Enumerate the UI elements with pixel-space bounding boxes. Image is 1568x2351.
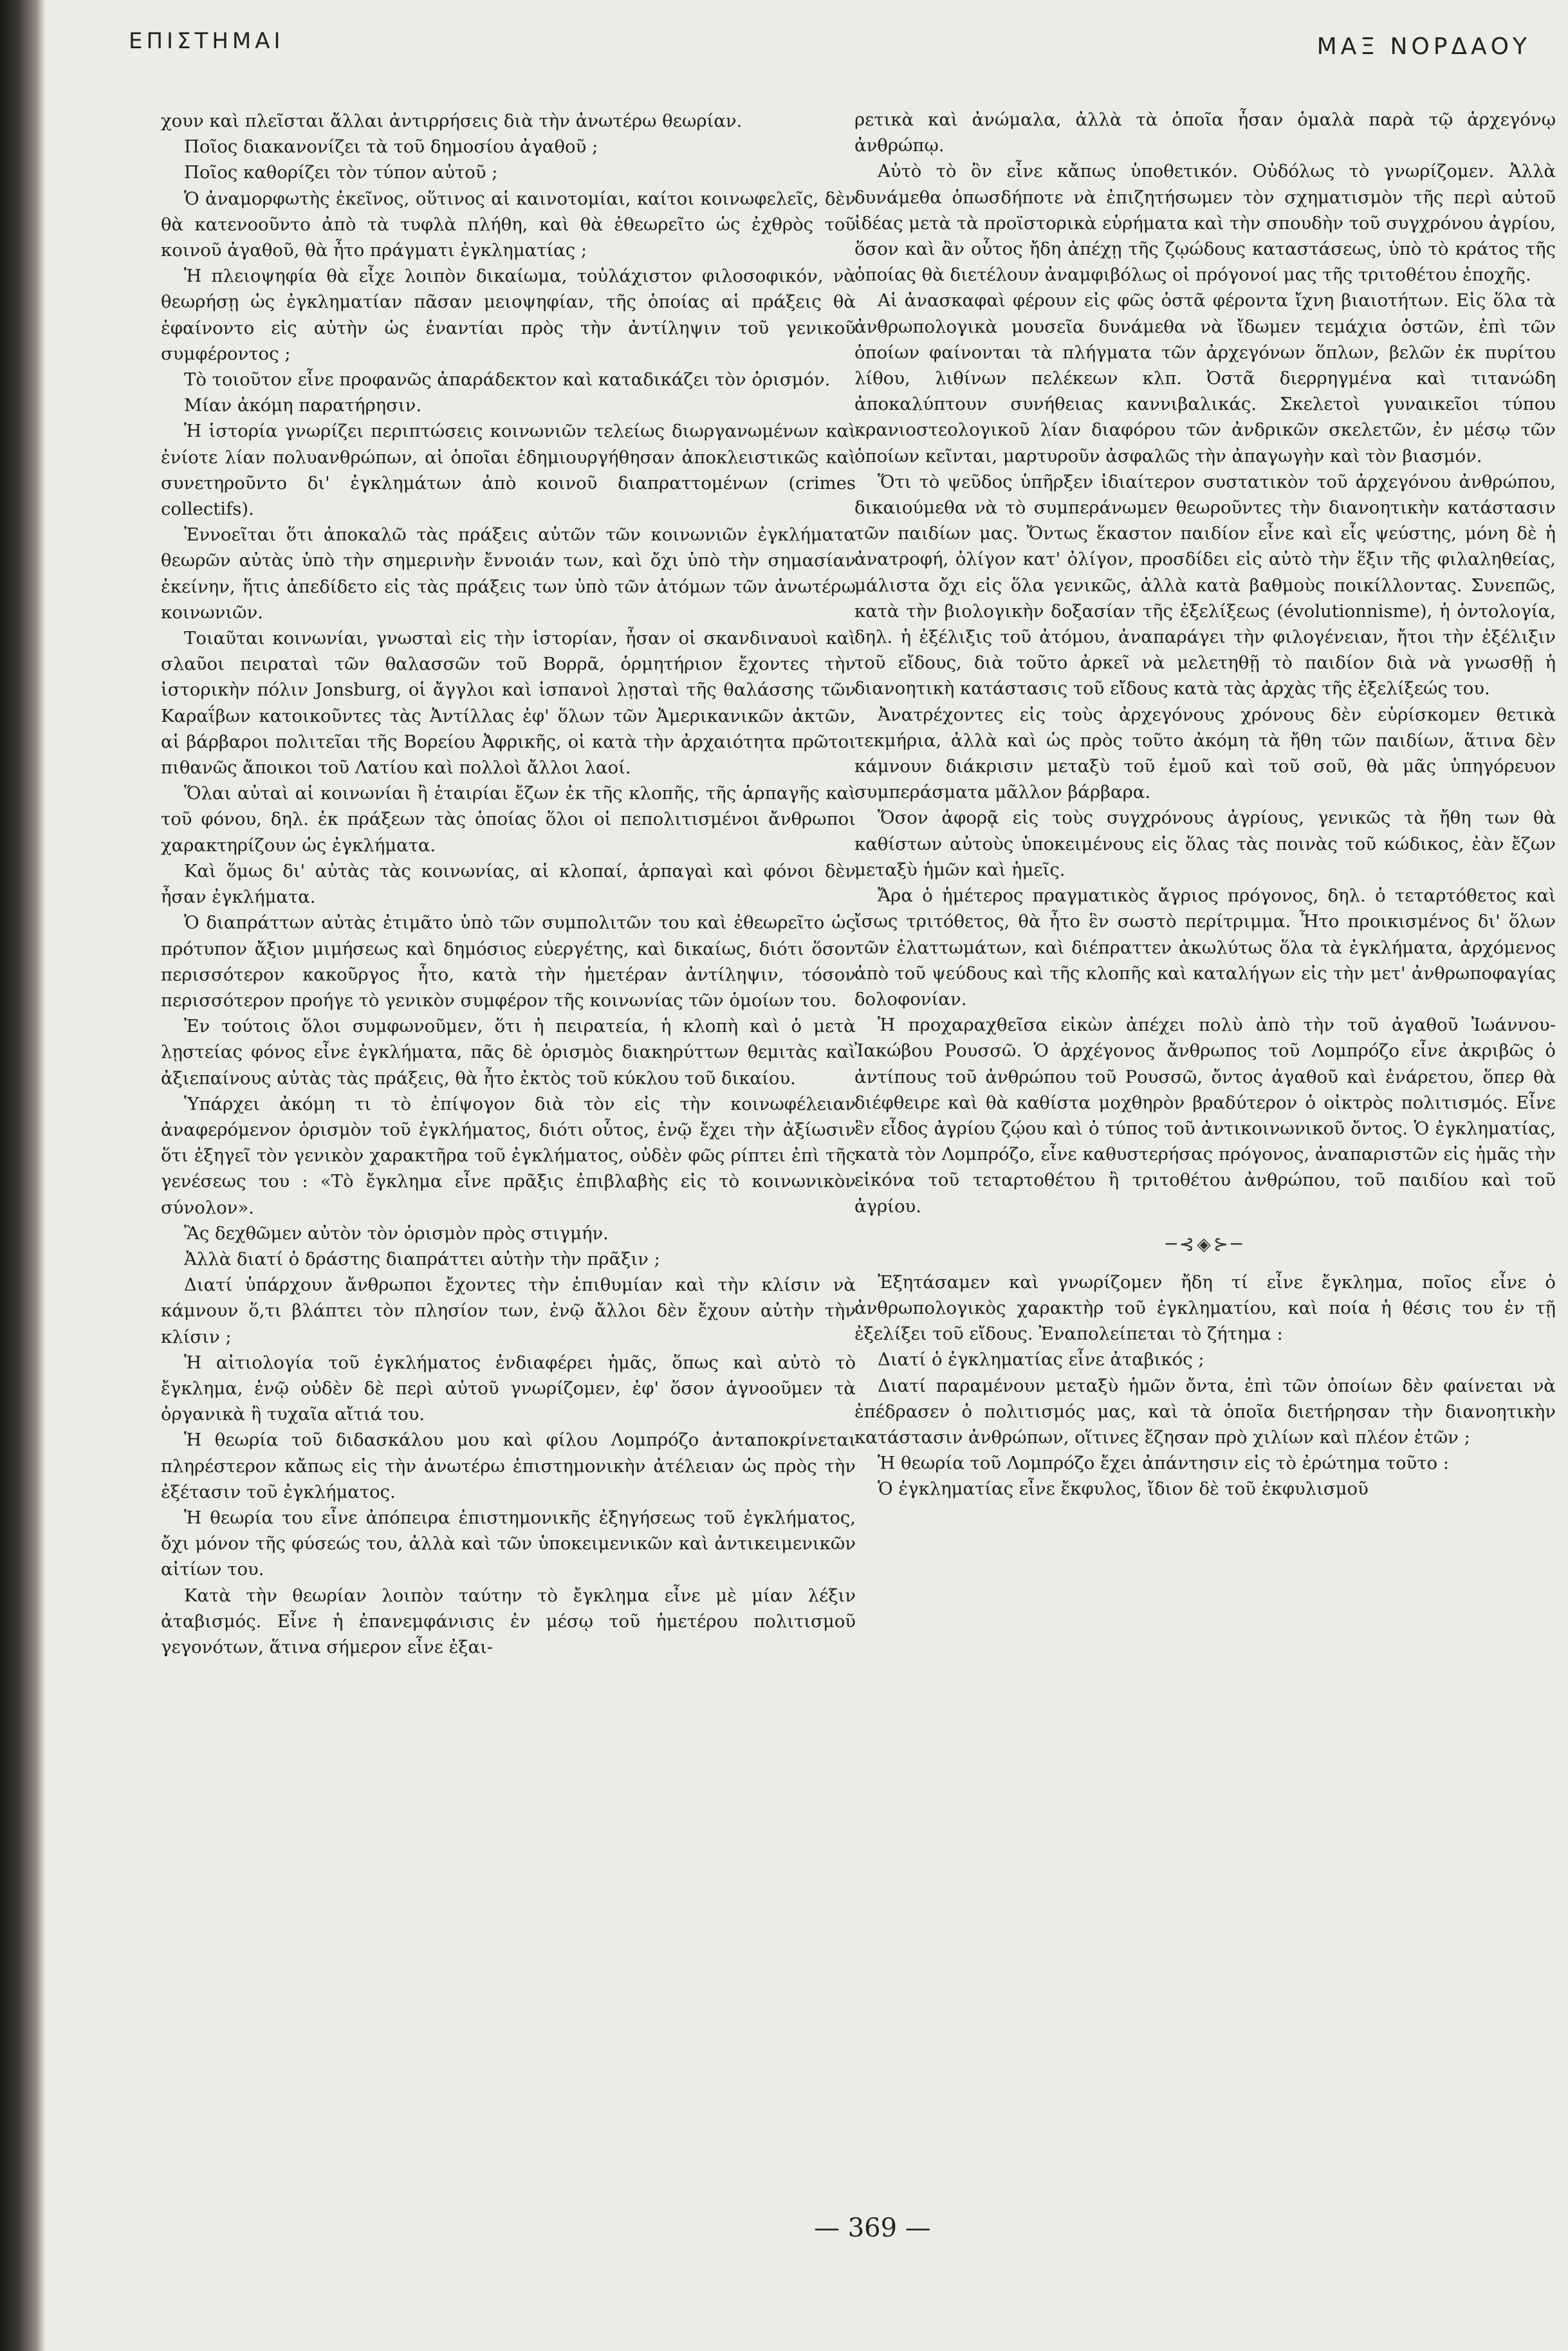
paragraph: Ἂς δεχθῶμεν αὐτὸν τὸν ὁρισμὸν πρὸς στιγμήν.	[184, 1222, 609, 1244]
paragraph: Ἡ πλειοψηφία θὰ εἶχε λοιπὸν δικαίωμα, τοὐλάχιστον φιλοσοφικόν, νὰ θεωρήσῃ ὡς ἐγκληματίαν πᾶσαν μειοψηφίαν, τῆς ὁποίας αἱ πράξεις θὰ ἐφαίνοντο εἰς αὐτὴν ὡς ἐναντίαι πρὸς τὴν ἀντίληψιν τοῦ γενικοῦ συμφέροντος ;	[161, 266, 856, 364]
paragraph: Ἡ θεωρία τοῦ Λομπρόζο ἔχει ἀπάντησιν εἰς τὸ ἐρώτημα τοῦτο :	[878, 1453, 1450, 1474]
paragraph: Ὅτι τὸ ψεῦδος ὑπῆρξεν ἰδιαίτερον συστατικὸν τοῦ ἀρχεγόνου ἀνθρώπου, δικαιούμεθα νὰ τὸ συμπεράνωμεν θεωροῦντες τὴν διανοητικὴν κατάστασιν τῶν παιδίων μας. Ὄντως ἕκαστον παιδίον εἶνε καὶ εἷς ψεύστης, μόνη δὲ ἡ ἀνατροφή, ὀλίγον κατ' ὀλίγον, προσδίδει εἰς αὐτὸ τὴν ἕξιν τῆς φιλαληθείας, μάλιστα ὄχι εἰς ὅλα γενικῶς, ἀλλὰ κατὰ βαθμοὺς ποικίλλοντας. Συνεπῶς, κατὰ τὴν βιολογικὴν δοξασίαν τῆς ἐξελίξεως (évolutionnisme), ἡ ὀντολογία, δηλ. ἡ ἐξέλιξις τοῦ ἀτόμου, ἀναπαράγει τὴν φιλογένειαν, ἤτοι τὴν ἐξέλιξιν τοῦ εἴδους, διὰ τοῦτο ἀρκεῖ νὰ μελετηθῇ τὸ παιδίον διὰ νὰ γνωσθῇ ἡ διανοητικὴ κατάστασις τοῦ εἴδους κατὰ τὰς ἀρχὰς τῆς ἐξελίξεώς του.	[854, 471, 1556, 699]
section-ornament	[854, 1219, 1556, 1269]
paragraph: Ἡ προχαραχθεῖσα εἰκὼν ἀπέχει πολὺ ἀπὸ τὴν τοῦ ἀγαθοῦ Ἰωάννου-Ἰακώβου Ρουσσῶ. Ὁ ἀρχέγονος ἄνθρωπος τοῦ Λομπρόζο εἶνε ἀκριβῶς ὁ ἀντίπους τοῦ ἀνθρώπου τοῦ Ρουσσῶ, ὄντος ἀγαθοῦ καὶ ἐνάρετου, ὅπερ θὰ διέφθειρε καὶ θὰ καθίστα μοχθηρὸν βραδύτερον ὁ οἰκτρὸς πολιτισμός. Εἶνε ἓν εἶδος ἀγρίου ζῴου καὶ ὁ τύπος τοῦ ἀντικοινωνικοῦ ὄντος. Ὁ ἐγκληματίας, κατὰ τὸν Λομπρόζο, εἶνε καθυστερήσας πρόγονος, ἀναπαριστῶν εἰς ἡμᾶς τὴν εἰκόνα τοῦ τεταρτοθέτου ἢ τριτοθέτου ἀνθρώπου, τοῦ παιδίου καὶ τοῦ ἀγρίου.	[854, 1015, 1556, 1217]
paragraph: Τοιαῦται κοινωνίαι, γνωσταὶ εἰς τὴν ἱστορίαν, ἦσαν οἱ σκανδιναυοὶ καὶ σλαῦοι πειραταὶ τῶν θαλασσῶν τοῦ Βορρᾶ, ὁρμητήριον ἔχοντες τὴν ἱστορικὴν πόλιν Jonsburg, οἱ ἄγγλοι καὶ ἱσπανοὶ λῃσταὶ τῆς θαλάσσης τῶν Καραΐβων κατοικοῦντες τὰς Ἀντίλλας ἐφ' ὅλων τῶν Ἀμερικανικῶν ἀκτῶν, αἱ βάρβαροι πολιτεῖαι τῆς Βορείου Ἀφρικῆς, οἱ κατὰ τὴν ἀρχαιότητα πρῶτοι πιθανῶς ἄποικοι τοῦ Λατίου καὶ πολλοὶ ἄλλοι λαοί.	[161, 628, 856, 779]
paragraph: Καὶ ὅμως δι' αὐτὰς τὰς κοινωνίας, αἱ κλοπαί, ἁρπαγαὶ καὶ φόνοι δὲν ἦσαν ἐγκλήματα.	[161, 860, 856, 908]
paragraph: Ἐξητάσαμεν καὶ γνωρίζομεν ἤδη τί εἶνε ἔγκλημα, ποῖος εἶνε ὁ ἀνθρωπολογικὸς χαρακτὴρ τοῦ ἐγκληματίου, καὶ ποία ἡ θέσις του ἐν τῇ ἐξελίξει τοῦ εἴδους. Ἐναπολείπεται τὸ ζήτημα :	[854, 1271, 1556, 1345]
paragraph: Διατί παραμένουν μεταξὺ ἡμῶν ὄντα, ἐπὶ τῶν ὁποίων δὲν φαίνεται νὰ ἐπέδρασεν ὁ πολιτισμός μας, καὶ τὰ ὁποῖα διετήρησαν τὴν διανοητικὴν κατάστασιν ἀνθρώπων, οἵτινες ἔζησαν πρὸ χιλίων καὶ πλέον ἐτῶν ;	[854, 1375, 1556, 1448]
paragraph: Ὅσον ἀφορᾷ εἰς τοὺς συγχρόνους ἀγρίους, γενικῶς τὰ ἤθη των θὰ καθίστων αὐτοὺς ὑποκειμένους εἰς ὅλας τὰς ποινὰς τοῦ κώδικος, ἐὰν ἔζων μεταξὺ ἡμῶν καὶ ἡμεῖς.	[854, 807, 1556, 880]
paragraph: Ἐννοεῖται ὅτι ἀποκαλῶ τὰς πράξεις αὐτῶν τῶν κοινωνιῶν ἐγκλήματα θεωρῶν αὐτὰς ὑπὸ τὴν σημερινὴν ἔννοιάν των, καὶ ὄχι ὑπὸ τὴν σημασίαν ἐκείνην, ἥτις ἀπεδίδετο εἰς τὰς πράξεις των ὑπὸ τῶν ἀτόμων τῶν ἀνωτέρω κοινωνιῶν.	[161, 524, 856, 623]
paragraph: Ὁ διαπράττων αὐτὰς ἐτιμᾶτο ὑπὸ τῶν συμπολιτῶν του καὶ ἐθεωρεῖτο ὡς πρότυπον ἄξιον μιμήσεως καὶ δημόσιος εὐεργέτης, καὶ δικαίως, διότι ὅσον περισσότερον κακοῦργος ἦτο, κατὰ τὴν ἡμετέραν ἀντίληψιν, τόσον περισσότερον προήγε τὸ γενικὸν συμφέρον τῆς κοινωνίας τῶν ὁμοίων του.	[161, 912, 856, 1011]
scan-binding-shadow	[0, 0, 45, 2351]
paragraph: Ὁ ἐγκληματίας εἶνε ἔκφυλος, ἴδιον δὲ τοῦ ἐκφυλισμοῦ	[878, 1479, 1369, 1500]
paragraph: Ἡ θεωρία τοῦ διδασκάλου μου καὶ φίλου Λομπρόζο ἀνταποκρίνεται πληρέστερον κἄπως εἰς τὴν ἀνωτέρω ἐπιστημονικὴν ἀτέλειαν ὡς πρὸς τὴν ἐξέτασιν τοῦ ἐγκλήματος.	[161, 1430, 856, 1502]
paragraph: Ὑπάρχει ἀκόμη τι τὸ ἐπίψογον διὰ τὸν εἰς τὴν κοινωφέλειαν ἀναφερόμενον ὁρισμὸν τοῦ ἐγκλήματος, διότι οὗτος, ἐνῷ ἔχει τὴν ἀξίωσιν ὅτι ἐξηγεῖ τὸν γενικὸν χαρακτῆρα τοῦ ἐγκλήματος, οὐδὲν φῶς ρίπτει ἐπὶ τῆς γενέσεως του : «Τὸ ἔγκλημα εἶνε πρᾶξις ἐπιβλαβὴς εἰς τὸ κοινωνικὸν σύνολον».	[161, 1093, 856, 1218]
paragraph: Διατί ὁ ἐγκληματίας εἶνε ἀταβικός ;	[878, 1349, 1204, 1370]
paragraph: Ὁ ἀναμορφωτὴς ἐκεῖνος, οὕτινος αἱ καινοτομίαι, καίτοι κοινωφελεῖς, δὲν θὰ κατενοοῦντο ἀπὸ τὰ τυφλὰ πλήθη, καὶ θὰ ἐθεωρεῖτο ὡς ἐχθρὸς τοῦ κοινοῦ ἀγαθοῦ, θὰ ἦτο πράγματι ἐγκληματίας ;	[161, 188, 856, 261]
paragraph: Διατί ὑπάρχουν ἄνθρωποι ἔχοντες τὴν ἐπιθυμίαν καὶ τὴν κλίσιν νὰ κάμνουν ὅ,τι βλάπτει τὸν πλησίον των, ἐνῷ ἄλλοι δὲν ἔχουν αὐτὴν τὴν κλίσιν ;	[161, 1275, 856, 1347]
paragraph: χουν καὶ πλεῖσται ἄλλαι ἀντιρρήσεις διὰ τὴν ἀνωτέρω θεωρίαν.	[161, 111, 742, 131]
right-column	[854, 107, 1556, 1502]
paragraph: Ἀνατρέχοντες εἰς τοὺς ἀρχεγόνους χρόνους δὲν εὑρίσκομεν θετικὰ τεκμήρια, ἀλλὰ καὶ ὡς πρὸς τοῦτο ἀκόμη τὰ ἤθη τῶν παιδίων, ἅτινα δὲν κάμνουν διάκρισιν μεταξὺ τοῦ ἐμοῦ καὶ τοῦ σοῦ, θὰ μᾶς ὑπηγόρευον συμπεράσματα μᾶλλον βάρβαρα.	[854, 704, 1556, 803]
left-column	[161, 108, 856, 1660]
paragraph: Ἡ ἱστορία γνωρίζει περιπτώσεις κοινωνιῶν τελείως διωργανωμένων καὶ ἐνίοτε λίαν πολυανθρώπων, αἱ ὁποῖαι ἐδημιουργήθησαν ἀποκλειστικῶς καὶ συνετηροῦντο δι' ἐγκλημάτων ἀπὸ κοινοῦ διαπραττομένων (crimes collectifs).	[161, 421, 856, 520]
running-head-right: ΜΑΞ ΝΟΡΔΑΟΥ	[1316, 33, 1531, 60]
paragraph: Τὸ τοιοῦτον εἶνε προφανῶς ἀπαράδεκτον καὶ καταδικάζει τὸν ὁρισμόν.	[184, 369, 831, 391]
paragraph: Αὐτὸ τὸ ὂν εἶνε κἄπως ὑποθετικόν. Οὐδόλως τὸ γνωρίζομεν. Ἀλλὰ δυνάμεθα ὁπωσδήποτε νὰ ἐπιζητήσωμεν τὸν σχηματισμὸν τῆς περὶ αὐτοῦ ἰδέας μετὰ τὰ προϊστορικὰ εὑρήματα καὶ τὴν σπουδὴν τοῦ συγχρόνου ἀγρίου, ὅσον καὶ ἂν οὗτος ἤδη ἀπέχῃ τῆς ζῳώδους καταστάσεως, ὑπὸ τὸ κράτος τῆς ὁποίας θὰ διετέλουν ἀναμφιβόλως οἱ πρόγονοί μας τῆς τριτοθέτου ἐποχῆς.	[854, 161, 1556, 286]
paragraph: Ἐν τούτοις ὅλοι συμφωνοῦμεν, ὅτι ἡ πειρατεία, ἡ κλοπὴ καὶ ὁ μετὰ λῃστείας φόνος εἶνε ἐγκλήματα, πᾶς δὲ ὁρισμὸς διακηρύττων θεμιτὰς καὶ ἀξιεπαίνους αὐτὰς τὰς πράξεις, θὰ ἦτο ἐκτὸς τοῦ κύκλου τοῦ δικαίου.	[161, 1016, 856, 1089]
book-page	[45, 0, 1568, 2351]
paragraph: Αἱ ἀνασκαφαὶ φέρουν εἰς φῶς ὀστᾶ φέροντα ἴχνη βιαιοτήτων. Εἰς ὅλα τὰ ἀνθρωπολογικὰ μουσεῖα δυνάμεθα νὰ ἴδωμεν τεμάχια ὀστῶν, ἐπὶ τῶν ὁποίων φαίνονται τὰ πλήγματα τῶν ἀρχεγόνων ὅπλων, βελῶν ἐκ πυρίτου λίθου, λιθίνων πελέκεων κλπ. Ὀστᾶ διερρηγμένα καὶ τιτανώδη ἀποκαλύπτουν συνήθειας καννιβαλικάς. Σκελετοὶ γυναικεῖοι τύπου κρανιοστεολογικοῦ λίαν διαφόρου τῶν ἀνδρικῶν σκελετῶν, ἐν μέσῳ τῶν ὁποίων κεῖνται, μαρτυροῦν ἀσφαλῶς τὴν ἀπαγωγὴν καὶ τὸν βιασμόν.	[854, 290, 1556, 466]
paragraph: Ἀλλὰ διατί ὁ δράστης διαπράττει αὐτὴν τὴν πρᾶξιν ;	[184, 1248, 660, 1269]
running-head-left: ΕΠΙΣΤΗΜΑΙ	[129, 28, 284, 54]
paragraph: Ἡ αἰτιολογία τοῦ ἐγκλήματος ἐνδιαφέρει ἡμᾶς, ὅπως καὶ αὐτὸ τὸ ἔγκλημα, ἐνῷ οὐδὲν δὲ περὶ αὐτοῦ γνωρίζομεν, ἐφ' ὅσον ἀγνοοῦμεν τὰ ὀργανικὰ ἢ τυχαῖα αἴτιά του.	[161, 1352, 856, 1425]
paragraph: Ὅλαι αὐταὶ αἱ κοινωνίαι ἢ ἑταιρίαι ἔζων ἐκ τῆς κλοπῆς, τῆς ἁρπαγῆς καὶ τοῦ φόνου, δηλ. ἐκ πράξεων τὰς ὁποίας ὅλοι οἱ πεπολιτισμένοι ἄνθρωποι χαρακτηρίζουν ὡς ἐγκλήματα.	[161, 783, 856, 856]
paragraph: Ἄρα ὁ ἡμέτερος πραγματικὸς ἄγριος πρόγονος, δηλ. ὁ τεταρτόθετος καὶ ἴσως τριτόθετος, θὰ ἦτο ἓν σωστὸ περίτριμμα. Ἦτο προικισμένος δι' ὅλων τῶν ἐλαττωμάτων, καὶ διέπραττεν ἀκωλύτως ὅλα τὰ ἐγκλήματα, ἀρχόμενος ἀπὸ τοῦ ψεύδους καὶ τῆς κλοπῆς καὶ καταλήγων εἰς τὴν μετ' ἀνθρωποφαγίας δολοφονίαν.	[854, 885, 1556, 1010]
paragraph: Ποῖος διακανονίζει τὰ τοῦ δημοσίου ἀγαθοῦ ;	[184, 136, 598, 158]
paragraph: ρετικὰ καὶ ἀνώμαλα, ἀλλὰ τὰ ὁποῖα ἦσαν ὁμαλὰ παρὰ τῷ ἀρχεγόνῳ ἀνθρώπῳ.	[854, 109, 1556, 156]
paragraph: Μίαν ἀκόμη παρατήρησιν.	[184, 395, 422, 416]
ornament-glyph: ─⊰◈⊱─	[1165, 1233, 1245, 1255]
paragraph: Ποῖος καθορίζει τὸν τύπον αὐτοῦ ;	[184, 162, 498, 183]
page-number: — 369 —	[814, 2213, 931, 2243]
paragraph: Ἡ θεωρία του εἶνε ἀπόπειρα ἐπιστημονικῆς ἐξηγήσεως τοῦ ἐγκλήματος, ὄχι μόνον τῆς φύσεώς του, ἀλλὰ καὶ τῶν ὑποκειμενικῶν καὶ ἀντικειμενικῶν αἰτίων του.	[161, 1507, 856, 1580]
paragraph: Κατὰ τὴν θεωρίαν λοιπὸν ταύτην τὸ ἔγκλημα εἶνε μὲ μίαν λέξιν ἀταβισμός. Εἶνε ἡ ἐπανεμφάνισις ἐν μέσῳ τοῦ ἡμετέρου πολιτισμοῦ γεγονότων, ἅτινα σήμερον εἶνε ἐξαι-	[161, 1585, 856, 1657]
